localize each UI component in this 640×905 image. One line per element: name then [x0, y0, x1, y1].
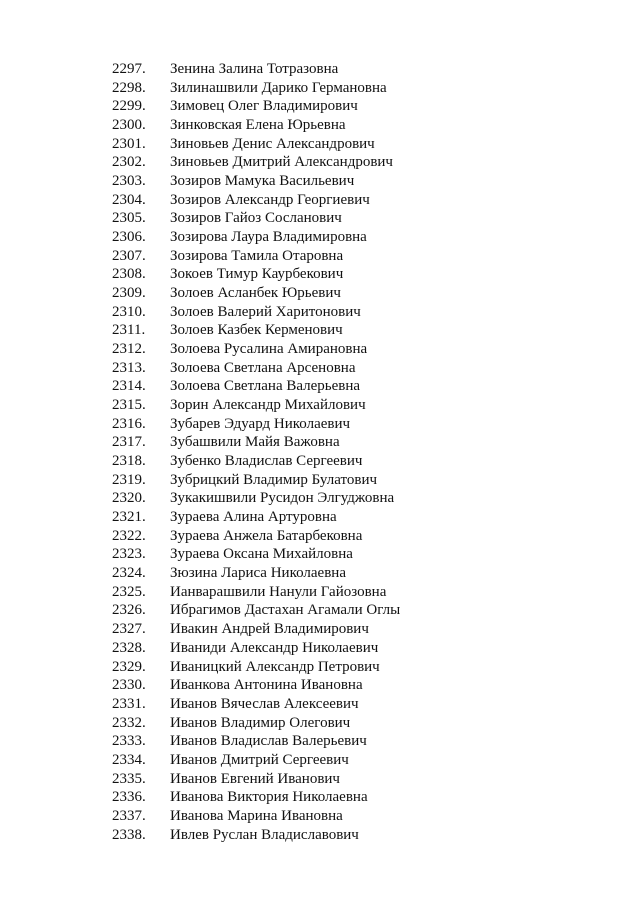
- list-item: [0, 191, 640, 210]
- entry-name: Зозиров Гайоз Сосланович: [170, 210, 342, 227]
- entry-number: 2306.: [112, 229, 146, 246]
- list-item: [0, 247, 640, 266]
- entry-number: 2298.: [112, 79, 146, 96]
- entry-number: 2328.: [112, 639, 146, 656]
- list-item: [0, 695, 640, 714]
- entry-number: 2315.: [112, 397, 146, 414]
- entry-number: 2338.: [112, 826, 146, 843]
- entry-name: Зукакишвили Русидон Элгуджовна: [170, 490, 395, 507]
- entry-number: 2307.: [112, 247, 146, 264]
- entry-number: 2314.: [112, 378, 146, 395]
- entry-name: Зиновьев Денис Александрович: [170, 135, 375, 152]
- entry-name: Золоев Асланбек Юрьевич: [170, 285, 341, 302]
- entry-number: 2324.: [112, 565, 146, 582]
- entry-name: Зубашвили Майя Важовна: [170, 434, 340, 451]
- list-item: [0, 265, 640, 284]
- entry-name: Зилинашвили Дарико Германовна: [170, 79, 387, 96]
- entry-name: Золоев Казбек Керменович: [170, 322, 343, 339]
- entry-number: 2332.: [112, 714, 146, 731]
- entry-name: Зорин Александр Михайлович: [170, 397, 366, 414]
- entry-name: Золоева Светлана Арсеновна: [170, 359, 356, 376]
- list-item: [0, 545, 640, 564]
- entry-name: Зозирова Тамила Отаровна: [170, 247, 344, 264]
- entry-number: 2327.: [112, 621, 146, 638]
- entry-number: 2299.: [112, 98, 146, 115]
- entry-number: 2329.: [112, 658, 146, 675]
- entry-name: Зураева Анжела Батарбековна: [170, 527, 363, 544]
- list-item: [0, 676, 640, 695]
- entry-number: 2326.: [112, 602, 146, 619]
- entry-number: 2336.: [112, 789, 146, 806]
- entry-name: Зюзина Лариса Николаевна: [170, 565, 346, 582]
- entry-name: Ианварашвили Нанули Гайозовна: [170, 583, 387, 600]
- list-item: [0, 714, 640, 733]
- list-item: [0, 153, 640, 172]
- entry-number: 2304.: [112, 191, 146, 208]
- list-item: [0, 489, 640, 508]
- entry-name: Золоева Светлана Валерьевна: [170, 378, 361, 395]
- entry-name: Зубрицкий Владимир Булатович: [170, 471, 378, 488]
- list-item: [0, 527, 640, 546]
- entry-name: Зинковская Елена Юрьевна: [170, 117, 346, 134]
- entry-name: Иванов Вячеслав Алексеевич: [170, 695, 359, 712]
- list-item: [0, 788, 640, 807]
- list-item: [0, 415, 640, 434]
- list-item: [0, 471, 640, 490]
- list-item: [0, 396, 640, 415]
- entry-number: 2322.: [112, 527, 146, 544]
- entry-name: Зубенко Владислав Сергеевич: [170, 453, 363, 470]
- list-item: [0, 79, 640, 98]
- entry-name: Ивлев Руслан Владиславович: [170, 826, 359, 843]
- entry-number: 2300.: [112, 117, 146, 134]
- entry-name: Зозиров Мамука Васильевич: [170, 173, 355, 190]
- entry-number: 2319.: [112, 471, 146, 488]
- entry-number: 2335.: [112, 770, 146, 787]
- list-item: [0, 508, 640, 527]
- entry-name: Ивакин Андрей Владимирович: [170, 621, 369, 638]
- entry-number: 2309.: [112, 285, 146, 302]
- entry-name: Иваниди Александр Николаевич: [170, 639, 379, 656]
- entry-name: Зураева Оксана Михайловна: [170, 546, 353, 563]
- list-item: [0, 601, 640, 620]
- list-item: [0, 452, 640, 471]
- entry-number: 2318.: [112, 453, 146, 470]
- entry-number: 2331.: [112, 695, 146, 712]
- entry-number: 2317.: [112, 434, 146, 451]
- list-item: [0, 228, 640, 247]
- list-item: [0, 377, 640, 396]
- list-item: [0, 340, 640, 359]
- list-item: [0, 732, 640, 751]
- entry-number: 2325.: [112, 583, 146, 600]
- list-item: [0, 97, 640, 116]
- list-item: [0, 284, 640, 303]
- entry-number: 2313.: [112, 359, 146, 376]
- list-item: [0, 639, 640, 658]
- entry-number: 2321.: [112, 509, 146, 526]
- entry-name: Иванкова Антонина Ивановна: [170, 677, 363, 694]
- list-item: [0, 583, 640, 602]
- entry-number: 2334.: [112, 751, 146, 768]
- entry-name: Зенина Залина Тотразовна: [170, 61, 339, 77]
- name-list: [0, 60, 640, 844]
- entry-number: 2320.: [112, 490, 146, 507]
- entry-number: 2308.: [112, 266, 146, 283]
- entry-name: Золоева Русалина Амирановна: [170, 341, 368, 358]
- entry-name: Иванова Виктория Николаевна: [170, 789, 368, 806]
- list-item: [0, 359, 640, 378]
- entry-number: 2337.: [112, 807, 146, 824]
- entry-name: Ибрагимов Дастахан Агамали Оглы: [170, 602, 401, 619]
- entry-name: Золоев Валерий Харитонович: [170, 303, 361, 320]
- entry-name: Зубарев Эдуард Николаевич: [170, 415, 351, 432]
- list-item: [0, 564, 640, 583]
- entry-number: 2297.: [112, 61, 146, 77]
- list-item: [0, 116, 640, 135]
- entry-name: Зимовец Олег Владимирович: [170, 98, 358, 115]
- list-item: [0, 209, 640, 228]
- list-item: [0, 658, 640, 677]
- entry-name: Зураева Алина Артуровна: [170, 509, 337, 526]
- entry-number: 2330.: [112, 677, 146, 694]
- list-item: [0, 620, 640, 639]
- entry-number: 2301.: [112, 135, 146, 152]
- list-item: [0, 807, 640, 826]
- entry-name: Иванов Владимир Олегович: [170, 714, 351, 731]
- entry-number: 2302.: [112, 154, 146, 171]
- list-item: [0, 135, 640, 154]
- list-item: [0, 751, 640, 770]
- entry-number: 2305.: [112, 210, 146, 227]
- entry-name: Зокоев Тимур Каурбекович: [170, 266, 344, 283]
- entry-name: Зозиров Александр Георгиевич: [170, 191, 370, 208]
- list-item: [0, 321, 640, 340]
- entry-number: 2310.: [112, 303, 146, 320]
- entry-name: Иванова Марина Ивановна: [170, 807, 343, 824]
- entry-name: Иванов Владислав Валерьевич: [170, 733, 367, 750]
- list-item: [0, 60, 640, 79]
- entry-number: 2303.: [112, 173, 146, 190]
- list-item: [0, 303, 640, 322]
- list-item: [0, 826, 640, 845]
- list-item: [0, 433, 640, 452]
- entry-number: 2323.: [112, 546, 146, 563]
- entry-name: Иваницкий Александр Петрович: [170, 658, 380, 675]
- entry-name: Иванов Евгений Иванович: [170, 770, 340, 787]
- list-item: [0, 172, 640, 191]
- entry-name: Зозирова Лаура Владимировна: [170, 229, 367, 246]
- entry-number: 2312.: [112, 341, 146, 358]
- entry-number: 2333.: [112, 733, 146, 750]
- entry-name: Иванов Дмитрий Сергеевич: [170, 751, 349, 768]
- entry-number: 2316.: [112, 415, 146, 432]
- entry-name: Зиновьев Дмитрий Александрович: [170, 154, 393, 171]
- list-item: [0, 770, 640, 789]
- entry-number: 2311.: [112, 322, 146, 339]
